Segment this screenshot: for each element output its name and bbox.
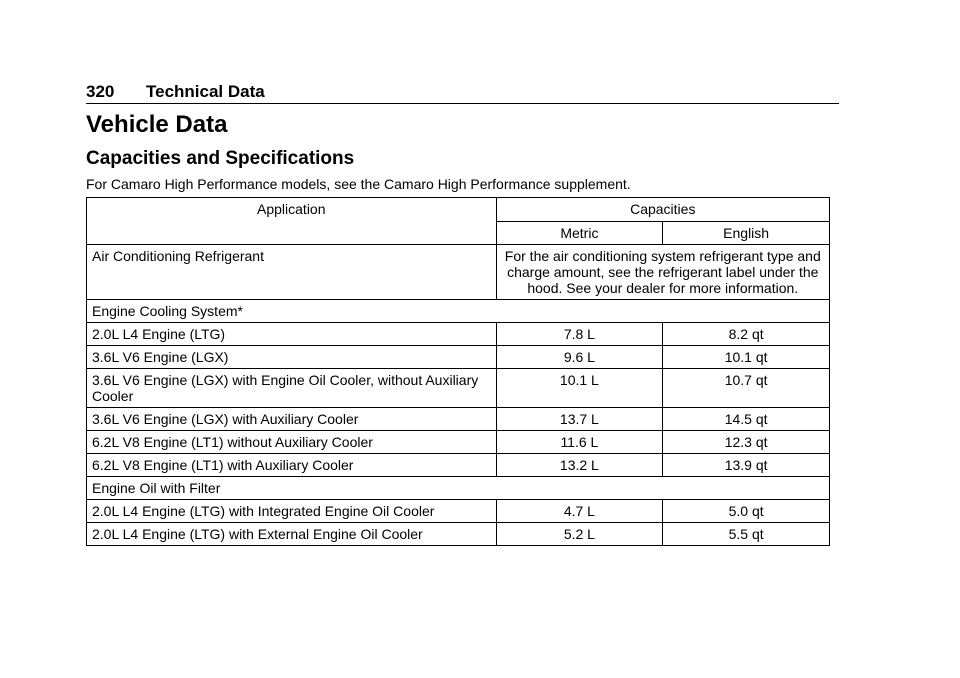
section-subtitle: Capacities and Specifications [86,148,355,169]
table-row-cooling-category [87,300,830,323]
row-metric: 7.8 L [496,323,663,346]
row-english: 10.7 qt [663,369,830,408]
table-row-ac [87,245,830,300]
row-item: 3.6L V6 Engine (LGX) with Auxiliary Cooler [87,408,497,431]
table-row-oil-category [87,477,830,500]
oil-category-label: Engine Oil with Filter [87,477,830,500]
table-row [87,500,830,523]
row-english: 14.5 qt [663,408,830,431]
row-item: 3.6L V6 Engine (LGX) [87,346,497,369]
row-item: 2.0L L4 Engine (LTG) [87,323,497,346]
row-item: 3.6L V6 Engine (LGX) with Engine Oil Cooler, without Auxiliary Cooler [87,369,497,408]
header-metric: Metric [496,221,663,245]
table-header-row [87,198,830,222]
table-row [87,454,830,477]
cooling-category-label: Engine Cooling System* [87,300,830,323]
row-item: 2.0L L4 Engine (LTG) with Integrated Engine Oil Cooler [87,500,497,523]
row-item: 2.0L L4 Engine (LTG) with External Engine Oil Cooler [87,523,497,546]
row-metric: 4.7 L [496,500,663,523]
ac-note: For the air conditioning system refrigerant type and charge amount, see the refrigerant label under the hood. See your dealer for more information. [496,245,829,300]
row-item: 6.2L V8 Engine (LT1) with Auxiliary Cooler [87,454,497,477]
row-metric: 13.7 L [496,408,663,431]
table-row [87,369,830,408]
header-page-number: 320 [86,82,115,101]
header-section-name: Technical Data [146,82,265,101]
table-row [87,523,830,546]
row-metric: 5.2 L [496,523,663,546]
table-row [87,323,830,346]
row-metric: 10.1 L [496,369,663,408]
row-english: 5.0 qt [663,500,830,523]
capacities-table [86,197,830,546]
table-row [87,346,830,369]
row-english: 8.2 qt [663,323,830,346]
row-item: 6.2L V8 Engine (LT1) without Auxiliary Cooler [87,431,497,454]
ac-label: Air Conditioning Refrigerant [87,245,497,300]
header-capacities: Capacities [496,198,829,222]
row-metric: 11.6 L [496,431,663,454]
page-title: Vehicle Data [86,111,228,138]
row-english: 10.1 qt [663,346,830,369]
row-english: 13.9 qt [663,454,830,477]
table-row [87,431,830,454]
intro-text: For Camaro High Performance models, see the Camaro High Performance supplement. [86,176,631,192]
header-application: Application [87,198,497,245]
row-metric: 13.2 L [496,454,663,477]
table-row [87,408,830,431]
row-english: 12.3 qt [663,431,830,454]
row-metric: 9.6 L [496,346,663,369]
header-rule [86,103,839,104]
row-english: 5.5 qt [663,523,830,546]
header-english: English [663,221,830,245]
